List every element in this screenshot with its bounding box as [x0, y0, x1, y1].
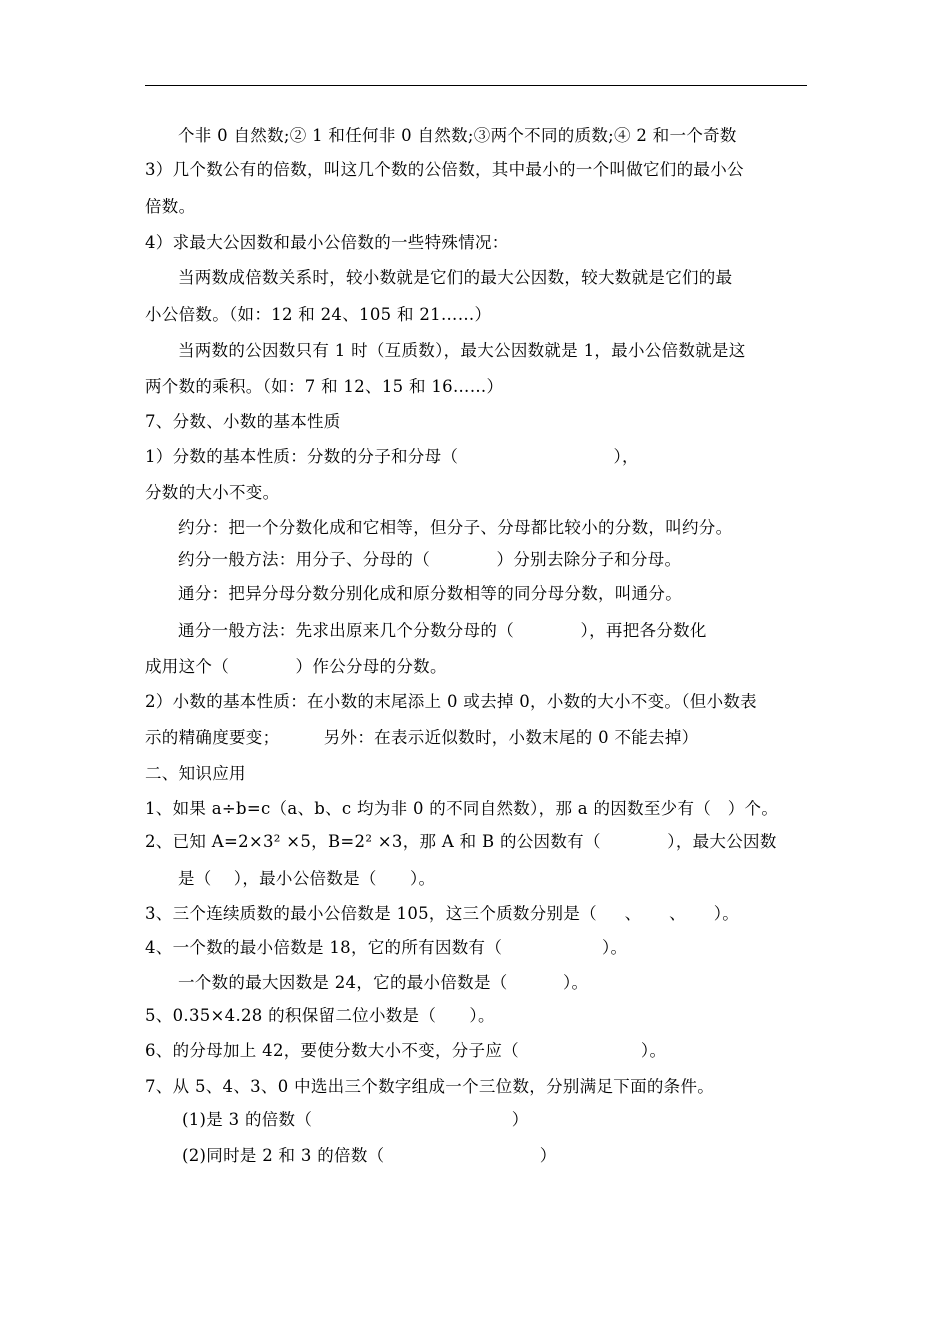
text-line-12: 约分：把一个分数化成和它相等，但分子、分母都比较小的分数，叫约分。	[178, 518, 733, 537]
question-4: 4、一个数的最小倍数是 18，它的所有因数有（ ）。	[145, 938, 628, 957]
question-7: 7、从 5、4、3、0 中选出三个数字组成一个三位数，分别满足下面的条件。	[145, 1077, 715, 1096]
question-4-continued: 一个数的最大因数是 24，它的最小倍数是（ ）。	[178, 973, 589, 992]
section-heading-7: 7、分数、小数的基本性质	[145, 412, 341, 431]
question-3: 3、三个连续质数的最小公倍数是 105，这三个质数分别是（ 、 、 ）。	[145, 904, 740, 923]
question-2: 2、已知 A=2×3² ×5，B=2² ×3，那 A 和 B 的公因数有（ ），最大公因数	[145, 832, 777, 851]
section-heading-2: 二、知识应用	[145, 764, 246, 783]
text-line-14: 通分：把异分母分数分别化成和原分数相等的同分母分数，叫通分。	[178, 584, 682, 603]
question-1: 1、如果 a÷b=c（a、b、c 均为非 0 的不同自然数），那 a 的因数至少有（ ）个。	[145, 799, 779, 818]
text-line-4: 4）求最大公因数和最小公倍数的一些特殊情况：	[145, 233, 509, 252]
text-line-8: 两个数的乘积。（如：7 和 12、15 和 16……）	[145, 377, 504, 396]
header-rule	[145, 85, 807, 86]
text-line-1: 个非 0 自然数;② 1 和任何非 0 自然数;③两个不同的质数;④ 2 和一个奇数	[178, 126, 737, 145]
question-6: 6、的分母加上 42，要使分数大小不变，分子应（ ）。	[145, 1041, 667, 1060]
text-line-17: 2）小数的基本性质：在小数的末尾添上 0 或去掉 0，小数的大小不变。（但小数表	[145, 692, 757, 711]
text-line-18: 示的精确度要变； 另外：在表示近似数时，小数末尾的 0 不能去掉）	[145, 728, 699, 747]
question-2-continued: 是（ ），最小公倍数是（ ）。	[178, 869, 436, 888]
question-7-part-2: (2)同时是 2 和 3 的倍数（ ）	[182, 1146, 557, 1165]
question-5: 5、0.35×4.28 的积保留二位小数是（ ）。	[145, 1006, 495, 1025]
text-line-6: 小公倍数。（如：12 和 24、105 和 21……）	[145, 305, 492, 324]
text-line-15: 通分一般方法：先求出原来几个分数分母的（ ），再把各分数化	[178, 621, 707, 640]
text-line-10: 1）分数的基本性质：分数的分子和分母（ ），	[145, 447, 639, 466]
question-7-part-1: (1)是 3 的倍数（ ）	[182, 1110, 529, 1129]
text-line-16: 成用这个（ ）作公分母的分数。	[145, 657, 447, 676]
text-line-13: 约分一般方法：用分子、分母的（ ）分别去除分子和分母。	[178, 550, 682, 569]
text-line-11: 分数的大小不变。	[145, 483, 280, 502]
text-line-5: 当两数成倍数关系时，较小数就是它们的最大公因数，较大数就是它们的最	[178, 268, 733, 287]
text-line-7: 当两数的公因数只有 1 时（互质数），最大公因数就是 1，最小公倍数就是这	[178, 341, 746, 360]
text-line-3: 倍数。	[145, 197, 196, 216]
text-line-2: 3）几个数公有的倍数，叫这几个数的公倍数，其中最小的一个叫做它们的最小公	[145, 160, 744, 179]
